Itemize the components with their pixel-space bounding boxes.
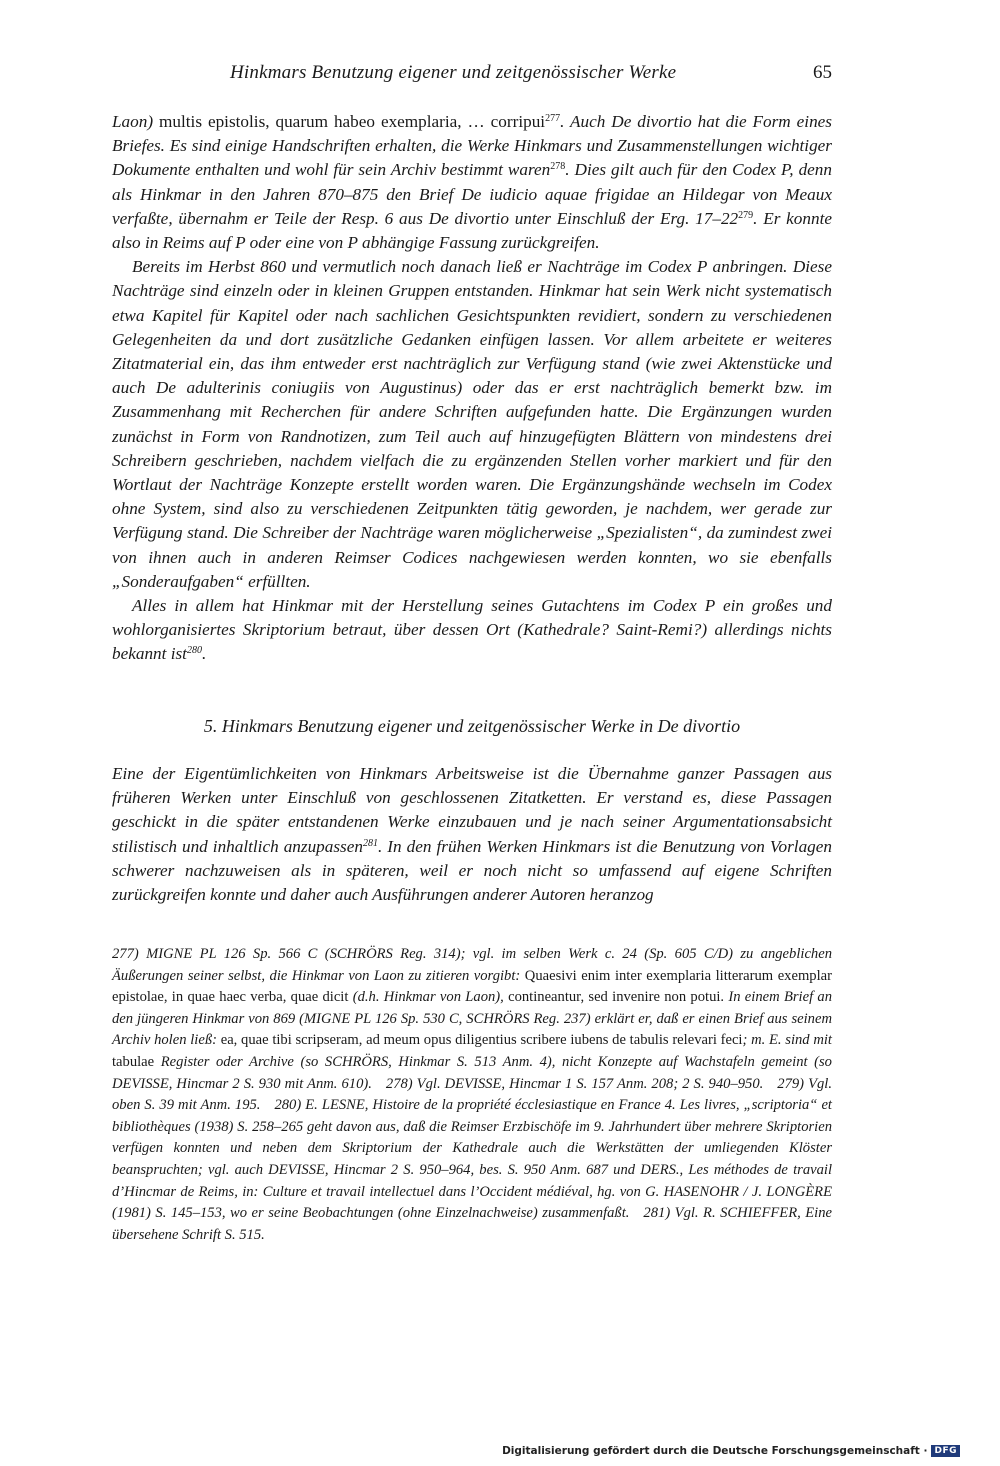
footnote-block: [112, 944, 832, 1246]
paragraph-2: Bereits im Herbst 860 und vermutlich noch danach ließ er Nachträge im Codex P anbringen. Diese Nachträge sind einzeln oder in kleinen Gruppen entstanden. Hinkmar hat sein Werk nicht systematisch etwa Kapitel für Kapitel oder nach sachlichen Gesichtspunkten revidiert, sondern zu verschiedenen Gelegenheiten da und dort zusätzliche Gedanken einfügen lassen. Vor allem arbeitete er weiteres Zitatmaterial ein, das ihm entweder erst nachträglich zur Verfügung stand (wie zwei Aktenstücke und auch De adulterinis coniugiis von Augustinus) oder das er erst nachträglich bemerkt bzw. im Zusammenhang mit Recherchen für andere Schriften aufgefunden hatte. Die Ergänzungen wurden zunächst in Form von Randnotizen, zum Teil auch auf hinzugefügten Blättern von mindestens drei Schreibern geschrieben, nachdem vielfach die zu ergänzenden Stellen vorher markiert und für den Wortlaut der Nachträge Konzepte erstellt worden waren. Die Ergänzungshände wechseln im Codex ohne System, sind also zu verschiedenen Zeitpunkten tätig geworden, je nachdem, wer gerade zur Verfügung stand. Die Schreiber der Nachträge waren möglicherweise „Spezialisten“, da zumindest zwei von ihnen auch in anderen Reimser Codices nachgewiesen werden konnten, wo sie ebenfalls „Sonderaufgaben“ erfüllten.: [112, 257, 832, 591]
footnote-ref-278[interactable]: 278: [550, 161, 566, 173]
text-span: Register oder Archive (so SCHRÖRS, Hinkmar S. 513 Anm. 4), nicht Konzepte auf Wachstafeln gemeint (so DEVISSE, Hincmar 2 S. 930 mit Anm. 610).: [112, 1053, 832, 1092]
text-span: . In den frühen Werken Hinkmars ist die Benutzung von Vorlagen schwerer nachzuweisen als in späteren, weil er noch nicht so umfassend auf eigene Schriften zurückgreifen konnte und daher auch Ausführungen anderer Autoren heranzog: [112, 836, 832, 905]
text-span: .: [201, 644, 207, 664]
text-span: ; m. E. sind mit: [742, 1032, 832, 1049]
footnotes: [112, 944, 832, 1246]
text-span: multis epistolis, quarum habeo exemplaria, … corripui: [153, 112, 546, 131]
text-span: . Dies gilt auch für den Codex P, denn als Hinkmar in den Jahren 870–875 den Brief De iudicio aquae frigidae an Hildegar von Meaux verfaßte, übernahm er Teile der Resp. 6 aus De divortio unter Einschluß der Erg. 17–22: [112, 160, 832, 228]
text-span: . Auch De divortio hat die Form eines Briefes. Es sind einige Handschriften erhalten, die Werke Hinkmars und Zusammenstellungen wichtiger Dokumente enthalten und wohl für sein Archiv bestimmt waren: [112, 112, 832, 180]
credit-text: Digitalisierung gefördert durch die Deutsche Forschungsgemeinschaft ·: [502, 1445, 928, 1457]
running-head: [112, 62, 832, 90]
paragraph-4: [112, 762, 832, 907]
main-text-lower: [112, 762, 832, 907]
latin-word: tabulae: [112, 1053, 161, 1070]
footnote-ref-279[interactable]: 279: [738, 209, 754, 221]
footnote-277: 277) MIGNE PL 126 Sp. 566 C (SCHRÖRS Reg. 314); vgl. im selben Werk c. 24 (Sp. 605 C/D) zu angeblichen Äußerungen seiner selbst, die Hinkmar von Laon zu zitieren vorgibt:: [112, 946, 832, 984]
footnote-278: 278) Vgl. DEVISSE, Hincmar 1 S. 157 Anm. 208; 2 S. 940–950.: [385, 1075, 764, 1092]
running-title: Hinkmars Benutzung eigener und zeitgenössischer Werke: [230, 62, 677, 83]
paragraph-1: [112, 110, 832, 255]
page-number: 65: [813, 62, 832, 83]
text-span: (d.h. Hinkmar von Laon),: [352, 989, 504, 1006]
footnote-ref-281[interactable]: 281: [362, 837, 378, 849]
latin-quote: contineantur, sed invenire non potui.: [503, 989, 729, 1006]
latin-quote: Quaesivi enim inter exemplaria litterarum exemplar epistolae, in quae haec verba, quae dicit: [112, 967, 832, 1006]
text-span: In einem Brief an den jüngeren Hinkmar von 869 (MIGNE PL 126 Sp. 530 C, SCHRÖRS Reg. 237) erklärt er, daß er einen Brief aus seinem Archiv holen ließ:: [112, 989, 833, 1049]
text-span: Eine der Eigentümlichkeiten von Hinkmars Arbeitsweise ist die Übernahme ganzer Passagen aus früheren Werken unter Einschluß von geschlossenen Zitatketten. Er verstand es, diese Passagen geschickt in die später entstandenen Werke einzubauen und je nach seiner Argumentationsabsicht stilistisch und inhaltlich anzupassen: [112, 764, 832, 856]
section-heading: 5. Hinkmars Benutzung eigener und zeitgenössischer Werke in De divortio: [203, 716, 741, 736]
footnote-281: 281) Vgl. R. SCHIEFFER, Eine übersehene Schrift S. 515.: [112, 1205, 832, 1243]
text-span: . Er konnte also in Reims auf P oder eine von P abhängige Fassung zurückgreifen.: [112, 208, 832, 253]
footnote-279: 279) Vgl. oben S. 39 mit Anm. 195.: [112, 1075, 832, 1114]
footnote-280: 280) E. LESNE, Histoire de la propriété écclesiastique en France 4. Les livres, „scriptoria“ et bibliothèques (1938) S. 258–265 geht davon aus, daß die Reimser Erzbischöfe im 9. Jahrhundert über mehrere Skriptorien verfügen konnten und neben dem Skriptorium der Kathedrale auch die Werkstätten der umliegenden Klöster beanspruchten; vgl. auch DEVISSE, Hincmar 2 S. 950–964, bes. S. 950 Anm. 687 und DERS., Les méthodes de travail d’Hincmar de Reims, in: Culture et travail intellectuel dans l’Occident médiéval, hg. von G. HASENOHR / J. LONGÈRE (1981) S. 145–153, wo er seine Beobachtungen (ohne Einzelnachweise) zusammenfaßt.: [112, 1097, 832, 1222]
text-span: Laon): [112, 112, 154, 131]
footnote-ref-280[interactable]: 280: [186, 645, 202, 657]
footnote-ref-277[interactable]: 277: [545, 113, 561, 124]
text-span: Alles in allem hat Hinkmar mit der Herstellung seines Gutachtens im Codex P ein großes und wohlorganisiertes Skriptorium betraut, über dessen Ort (Kathedrale? Saint-Remi?) allerdings nichts bekannt ist: [112, 596, 832, 664]
main-text-upper: [112, 110, 832, 667]
paragraph-3: [112, 594, 832, 667]
digitization-credit: [502, 1445, 960, 1457]
dfg-logo-icon: DFG: [931, 1445, 960, 1457]
latin-quote: ea, quae tibi scripseram, ad meum opus diligentius scribere iubens de tabulis relevari feci: [216, 1032, 743, 1049]
